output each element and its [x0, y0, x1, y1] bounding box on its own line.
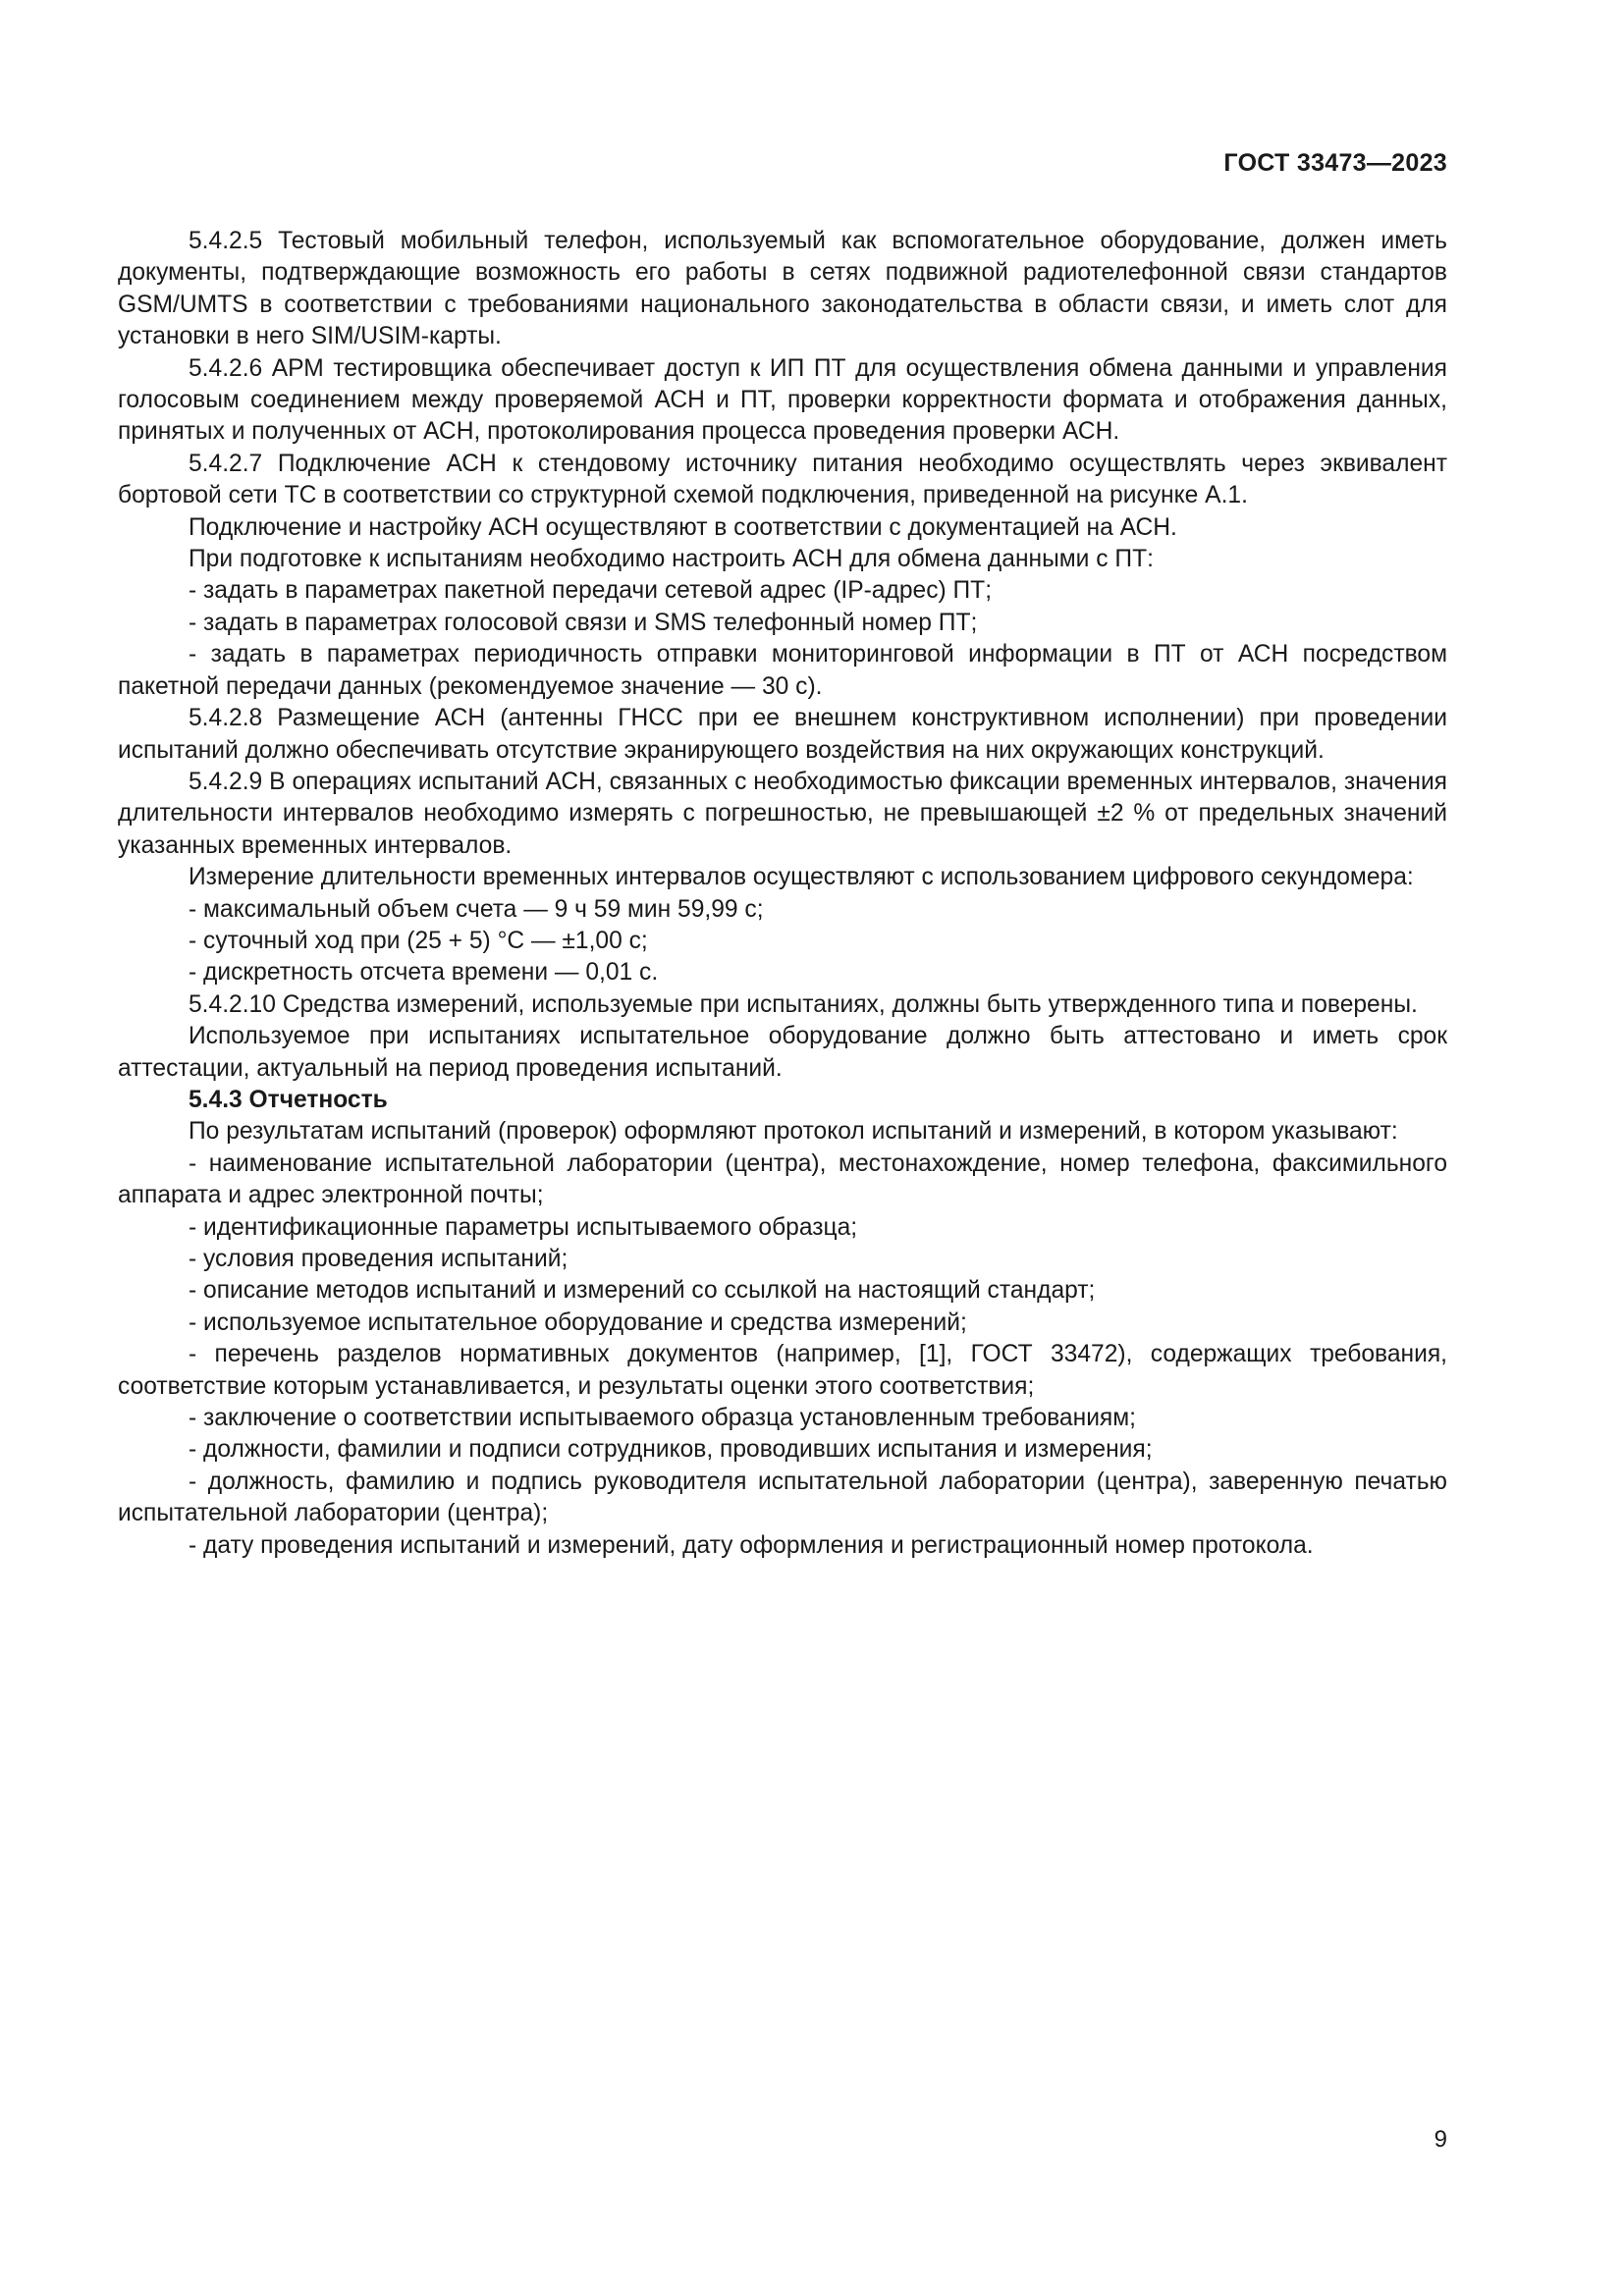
paragraph: 5.4.2.8 Размещение АСН (антенны ГНСС при ее внешнем конструктивном исполнении) при проведении испытаний должно обеспечивать отсутствие экранирующего воздействия на них окружающих конструкций. [118, 705, 1447, 764]
paragraph: 5.4.2.10 Средства измерений, используемые при испытаниях, должны быть утвержденного типа и поверены. [189, 990, 1418, 1018]
list-item: - задать в параметрах голосовой связи и SMS телефонный номер ПТ; [189, 609, 978, 636]
paragraph: 5.4.2.7 Подключение АСН к стендовому источнику питания необходимо осуществлять через эквивалент бортовой сети ТС в соответствии со структурной схемой подключения, приведенной на рисунке А.1. [118, 450, 1447, 509]
paragraph: При подготовке к испытаниям необходимо настроить АСН для обмена данными с ПТ: [189, 546, 1154, 573]
paragraph: Измерение длительности временных интервалов осуществляют с использованием цифрового секундомера: [189, 864, 1414, 891]
list-item: - задать в параметрах периодичность отправки мониторинговой информации в ПТ от АСН посредством пакетной передачи данных (рекомендуемое значение — 30 с). [118, 641, 1447, 700]
list-item: - наименование испытательной лаборатории (центра), местонахождение, номер телефона, факсимильного аппарата и адрес электронной почты; [118, 1149, 1447, 1209]
paragraph: Используемое при испытаниях испытательное оборудование должно быть аттестовано и иметь срок аттестации, актуальный на период проведения испытаний. [118, 1023, 1447, 1082]
list-item: - дискретность отсчета времени — 0,01 с. [189, 959, 659, 987]
list-item: - описание методов испытаний и измерений со ссылкой на настоящий стандарт; [189, 1277, 1096, 1305]
paragraph: По результатам испытаний (проверок) оформляют протокол испытаний и измерений, в котором указывают: [189, 1118, 1398, 1146]
list-item: - должности, фамилии и подписи сотрудников, проводивших испытания и измерения; [189, 1436, 1153, 1464]
list-item: - условия проведения испытаний; [189, 1246, 568, 1272]
list-item: - заключение о соответствии испытываемого образца установленным требованиям; [189, 1405, 1136, 1432]
list-item: - должность, фамилию и подпись руководителя испытательной лаборатории (центра), заверенную печатью испытательной лаборатории (центра); [118, 1468, 1447, 1527]
list-item: - суточный ход при (25 + 5) °С — ±1,00 с; [189, 927, 648, 954]
list-item: - дату проведения испытаний и измерений, дату оформления и регистрационный номер протокола. [189, 1531, 1314, 1559]
section-heading: 5.4.3 Отчетность [189, 1086, 388, 1113]
list-item: - задать в параметрах пакетной передачи сетевой адрес (IP-адрес) ПТ; [189, 577, 993, 605]
page-number: 9 [1434, 2126, 1447, 2153]
list-item: - максимальный объем счета — 9 ч 59 мин 59,99 с; [189, 895, 764, 923]
paragraph: 5.4.2.9 В операциях испытаний АСН, связанных с необходимостью фиксации временных интервалов, значения длительности интервалов необходимо измерять с погрешностью, не превышающей ±2 % от предельных значений указанных временных интервалов. [118, 768, 1447, 859]
paragraph: 5.4.2.6 АРМ тестировщика обеспечивает доступ к ИП ПТ для осуществления обмена данными и управления голосовым соединением между проверяемой АСН и ПТ, проверки корректности формата и отображения данных, принятых и полученных от АСН, протоколирования процесса проведения проверки АСН. [118, 354, 1447, 446]
paragraph: Подключение и настройку АСН осуществляют в соответствии с документацией на АСН. [189, 513, 1177, 541]
document-header: ГОСТ 33473—2023 [1223, 149, 1447, 177]
document-body [118, 226, 1447, 1562]
list-item: - используемое испытательное оборудование и средства измерений; [189, 1308, 967, 1336]
paragraph: 5.4.2.5 Тестовый мобильный телефон, используемый как вспомогательное оборудование, должен иметь документы, подтверждающие возможность его работы в сетях подвижной радиотелефонной связи стандартов GSM/UMTS в соответствии с требованиями национального законодательства в области связи, и иметь слот для установки в него SIM/USIM-карты. [118, 228, 1447, 350]
list-item: - перечень разделов нормативных документов (например, [1], ГОСТ 33472), содержащих требования, соответствие которым устанавливается, и результаты оценки этого соответствия; [118, 1341, 1447, 1400]
list-item: - идентификационные параметры испытываемого образца; [189, 1213, 858, 1241]
